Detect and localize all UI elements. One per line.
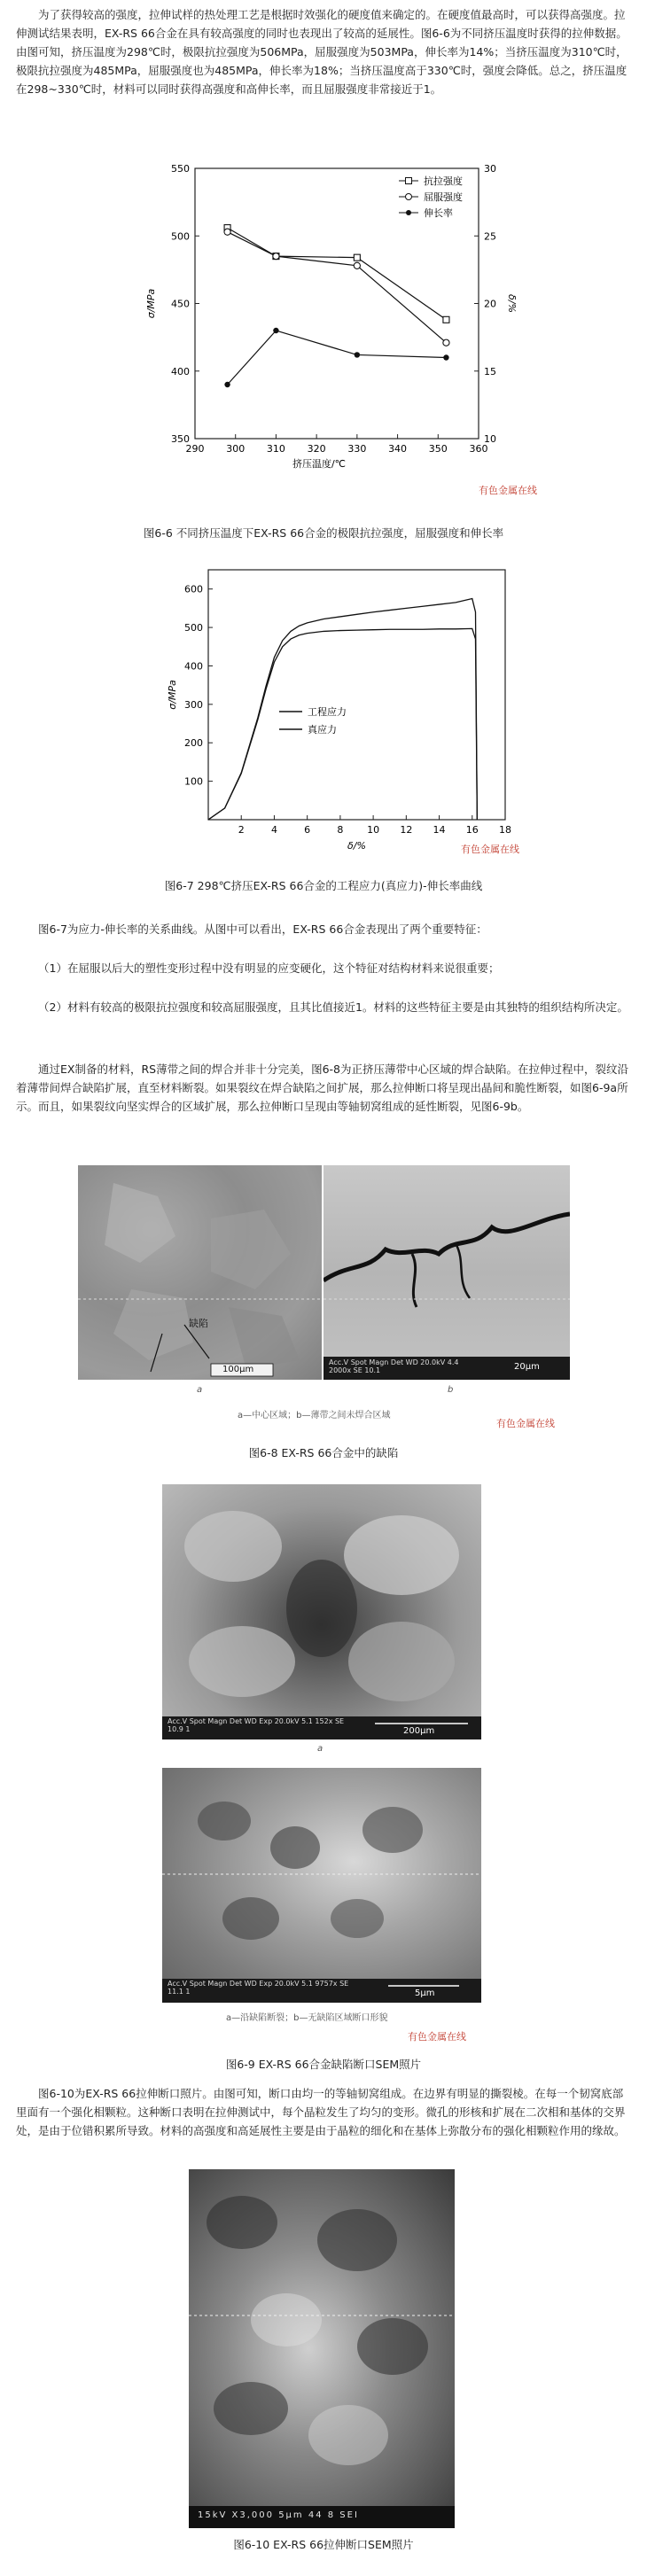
fig7-x-tick-label: 8 <box>337 824 344 836</box>
paragraph-5: 通过EX制备的材料，RS薄带之间的焊合并非十分完美，图6-8为正挤压薄带中心区域的焊合缺陷。在拉伸过程中，裂纹沿着薄带间焊合缺陷扩展，直至材料断裂。如果裂纹在焊合缺陷之间扩展，那么拉伸断口将呈现出晶间和脆性断裂，如图6-9a所示。而且，如果裂纹向坚实焊合的区域扩展，那么拉伸断口呈现由等轴韧窝组成的延性断裂，见图6-9b。 <box>16 1062 628 1113</box>
fig7-x-tick-label: 10 <box>367 824 380 836</box>
watermark-fig6: 有色金属在线 <box>479 485 537 496</box>
fig6-x-tick-label: 330 <box>347 443 367 455</box>
fig6-legend-marker <box>406 210 411 215</box>
fig7-y-tick-label: 300 <box>184 698 203 711</box>
fig6-y2-tick-label: 30 <box>484 163 496 175</box>
fig10-sem <box>189 2169 455 2528</box>
fig6-point-square <box>443 316 449 323</box>
fig8a-texture <box>78 1165 322 1380</box>
fig7-x-tick-label: 16 <box>465 824 479 836</box>
fig7-x-tick-label: 2 <box>238 824 245 836</box>
fig6-point-circle <box>273 253 279 260</box>
fig7-legend-label: 工程应力 <box>308 706 347 718</box>
fig6-series-line-2 <box>228 331 447 385</box>
fig6-y2-axis-label: δ/% <box>506 294 518 313</box>
watermark-fig7: 有色金属在线 <box>461 844 519 855</box>
fig6-legend-label: 抗拉强度 <box>424 175 463 187</box>
fig7-y-tick-label: 500 <box>184 622 203 634</box>
fig7-x-tick-label: 18 <box>499 824 511 836</box>
fig9-subcaption: a—沿缺陷断裂；b—无缺陷区域断口形貌 <box>226 2013 388 2023</box>
paragraph-2: 图6-7为应力-伸长率的关系曲线。从图中可以看出，EX-RS 66合金表现出了两个重要特征： <box>38 922 487 936</box>
paragraph-4: （2）材料有较高的极限抗拉强度和较高屈服强度，且其比值接近1。材料的这些特征主要是由其独特的组织结构所决定。 <box>38 1000 628 1014</box>
watermark-fig8: 有色金属在线 <box>496 1418 555 1429</box>
fig6-x-tick-label: 300 <box>226 443 246 455</box>
fig6-x-tick-label: 320 <box>307 443 326 455</box>
fig6-y2-tick-label: 15 <box>484 365 496 377</box>
fig6-x-tick-label: 290 <box>185 443 205 455</box>
paragraph-6: 图6-10为EX-RS 66拉伸断口照片。由图可知，断口由均一的等轴韧窝组成。在边界有明显的撕裂棱。在每一个韧窝底部里面有一个强化相颗粒。这种断口表明在拉伸测试中，每个晶粒发生了均匀的变形。微孔的形核和扩展在二次相和基体的交界处，是由于位错积累所导致。材料的高强度和高延展性主要是由于晶粒的细化和在基体上弥散分布的强化相颗粒作用的缘故。 <box>16 2087 626 2137</box>
fig8-sub-b: b <box>448 1385 454 1395</box>
fig6-y-axis-label: σ/MPa <box>145 288 157 319</box>
fig6-y-tick-label: 550 <box>171 163 190 175</box>
fig6-y-tick-label: 450 <box>171 298 190 310</box>
fig6-point-circle <box>354 262 360 268</box>
figure-6-7-chart <box>160 563 532 864</box>
fig6-y2-tick-label: 10 <box>484 433 496 445</box>
fig9b-texture <box>162 1768 481 2003</box>
fig6-point-dot <box>224 382 230 387</box>
fig7-x-tick-label: 12 <box>400 824 413 836</box>
fig8b-texture <box>324 1165 570 1380</box>
watermark-fig9: 有色金属在线 <box>408 2031 466 2043</box>
fig7-x-axis-label: δ/% <box>347 840 366 852</box>
fig7-y-axis-label: σ/MPa <box>167 680 178 710</box>
fig6-x-axis-label: 挤压温度/℃ <box>292 458 347 470</box>
fig9a-sem-info: Acc.V Spot Magn Det WD Exp 20.0kV 5.1 152x SE 10.9 1 <box>168 1717 345 1733</box>
fig10-texture <box>189 2169 455 2528</box>
fig8a-defect-label: 缺陷 <box>189 1318 208 1329</box>
fig6-point-dot <box>443 354 448 360</box>
fig9b-scale: 5μm <box>415 1988 435 1998</box>
fig6-y2-tick-label: 20 <box>484 298 496 310</box>
fig9-sem-b <box>162 1768 481 2003</box>
fig6-series-line-0 <box>228 228 447 320</box>
fig7-y-tick-label: 600 <box>184 583 203 595</box>
fig6-x-tick-label: 350 <box>428 443 448 455</box>
fig6-legend-marker <box>406 194 412 200</box>
fig6-y-tick-label: 400 <box>171 365 190 377</box>
fig6-point-dot <box>355 352 360 357</box>
fig8-caption: 图6-8 EX-RS 66合金中的缺陷 <box>248 1446 399 1459</box>
fig8-micrograph-b <box>324 1165 570 1380</box>
fig6-series-line-1 <box>228 232 447 343</box>
fig8b-sem-info: Acc.V Spot Magn Det WD 20.0kV 4.4 2000x SE 10.1 <box>329 1358 459 1374</box>
fig8a-scale: 100μm <box>222 1365 254 1374</box>
fig10-sem-info: 15kV X3,000 5μm 44 8 SEI <box>198 2510 359 2520</box>
fig7-series-line-0 <box>208 628 477 820</box>
fig6-point-circle <box>443 339 449 346</box>
fig7-y-tick-label: 100 <box>184 775 203 788</box>
fig7-plot-frame <box>208 570 505 820</box>
fig7-x-tick-label: 4 <box>270 824 277 836</box>
fig9a-scale: 200μm <box>403 1726 435 1736</box>
fig7-x-tick-label: 6 <box>304 824 311 836</box>
fig6-point-square <box>354 254 360 261</box>
fig9-sub-a: a <box>317 1744 324 1754</box>
figure-6-6-chart <box>133 160 550 514</box>
fig7-y-tick-label: 200 <box>184 737 203 750</box>
fig8-micrograph-a <box>78 1165 322 1380</box>
fig7-x-tick-label: 14 <box>433 824 446 836</box>
fig10-caption: 图6-10 EX-RS 66拉伸断口SEM照片 <box>233 2538 414 2551</box>
fig6-legend-label: 屈服强度 <box>424 191 463 203</box>
fig8-subcaption: a—中心区域；b—薄带之间未焊合区域 <box>238 1411 391 1420</box>
fig9b-sem-info: Acc.V Spot Magn Det WD Exp 20.0kV 5.1 9757x SE 11.1 1 <box>168 1980 349 1996</box>
fig6-x-tick-label: 310 <box>266 443 285 455</box>
fig8-sub-a: a <box>197 1385 203 1395</box>
fig7-y-tick-label: 400 <box>184 660 203 673</box>
paragraph-1: 为了获得较高的强度，拉伸试样的热处理工艺是根据时效强化的硬度值来确定的。在硬度值最高时，可以获得高强度。拉伸测试结果表明，EX-RS 66合金在具有较高强度的同时也表现出了较高的延展性。图6-6为不同挤压温度时获得的拉伸数据。由图可知，挤压温度为298℃时，极限抗拉强度为506MPa，屈服强度为503MPa，伸长率为14%；当挤压温度为310℃时，极限抗拉强度为485MPa，屈服强度也为485MPa，伸长率为18%；当挤压温度高于330℃时，强度会降低。总之，挤压温度在298~330℃时，材料可以同时获得高强度和高伸长率，而且屈服强度非常接近于1。 <box>16 8 628 96</box>
fig6-x-tick-label: 360 <box>469 443 488 455</box>
fig8b-scale: 20μm <box>514 1362 540 1372</box>
fig6-y2-tick-label: 25 <box>484 230 496 243</box>
fig9-caption: 图6-9 EX-RS 66合金缺陷断口SEM照片 <box>225 2058 422 2071</box>
fig7-caption: 图6-7 298℃挤压EX-RS 66合金的工程应力(真应力)-伸长率曲线 <box>164 879 483 892</box>
fig6-x-tick-label: 340 <box>388 443 408 455</box>
fig6-caption: 图6-6 不同挤压温度下EX-RS 66合金的极限抗拉强度，屈服强度和伸长率 <box>143 526 504 540</box>
fig6-point-circle <box>224 229 230 235</box>
fig6-y-tick-label: 500 <box>171 230 190 243</box>
fig6-y-tick-label: 350 <box>171 433 190 445</box>
paragraph-3: （1）在屈服以后大的塑性变形过程中没有明显的应变硬化，这个特征对结构材料来说很重要； <box>38 961 500 975</box>
fig6-point-dot <box>273 328 278 333</box>
fig7-legend-label: 真应力 <box>308 724 337 735</box>
fig9a-texture <box>162 1484 481 1739</box>
fig9-sem-a <box>162 1484 481 1739</box>
fig6-legend-label: 伸长率 <box>424 207 453 219</box>
fig6-legend-marker <box>406 178 412 184</box>
